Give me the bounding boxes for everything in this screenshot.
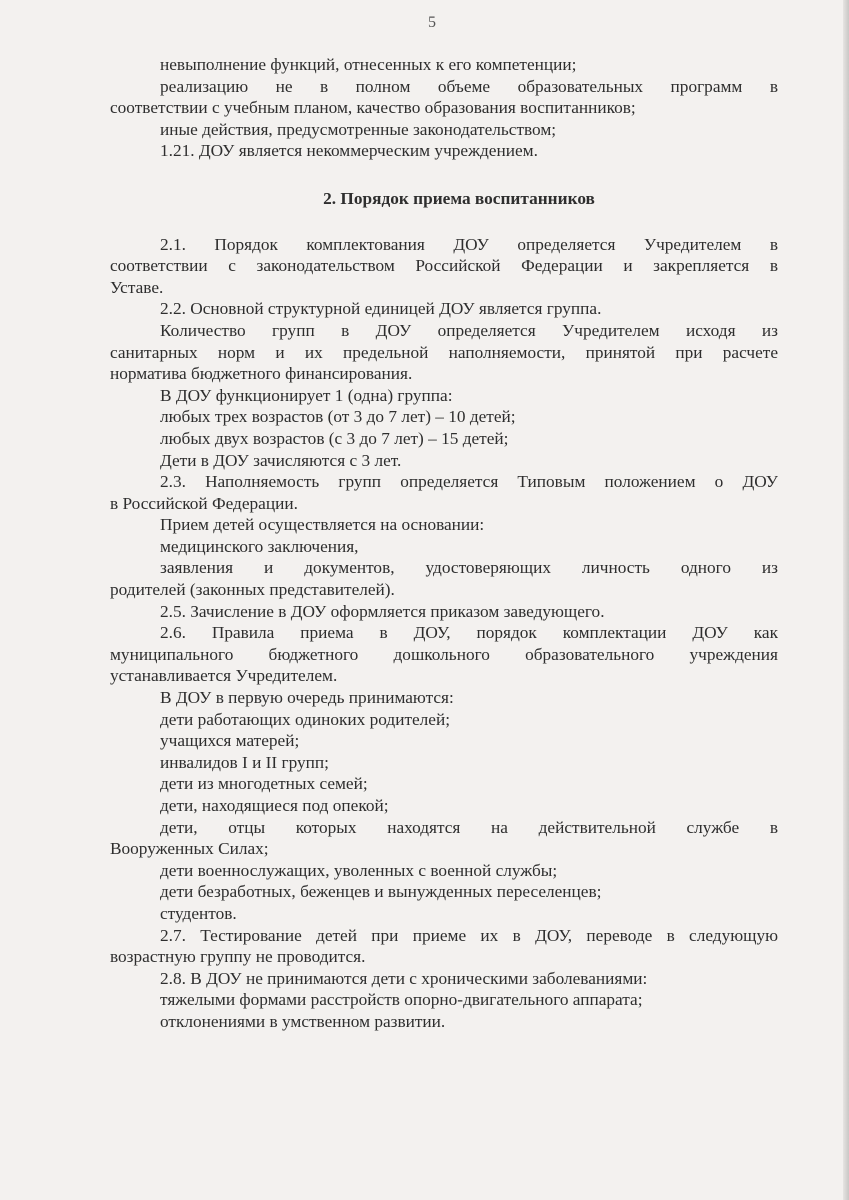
- text-line: дети безработных, беженцев и вынужденных переселенцев;: [160, 882, 602, 902]
- text-line: в Российской Федерации.: [110, 493, 298, 513]
- text-line: заявления и документов, удостоверяющих личность одного из: [160, 558, 778, 578]
- text-line: 2.1. Порядок комплектования ДОУ определяется Учредителем в: [160, 234, 778, 254]
- section-heading: 2. Порядок приема воспитанников: [323, 188, 595, 208]
- text-line: иные действия, предусмотренные законодательством;: [160, 119, 557, 139]
- text-line: В ДОУ в первую очередь принимаются:: [160, 688, 454, 708]
- text-line: устанавливается Учредителем.: [110, 666, 338, 686]
- text-line: Уставе.: [110, 277, 164, 297]
- document-body: [110, 54, 778, 1033]
- text-line: 1.21. ДОУ является некоммерческим учреждением.: [160, 141, 538, 161]
- text-line: дети военнослужащих, уволенных с военной службы;: [160, 860, 558, 880]
- text-line: дети, отцы которых находятся на действительной службе в: [160, 817, 778, 837]
- text-line: 2.8. В ДОУ не принимаются дети с хроническими заболеваниями:: [160, 968, 648, 988]
- text-line: студентов.: [160, 903, 237, 923]
- text-line: дети, находящиеся под опекой;: [160, 796, 389, 815]
- scan-edge: [843, 0, 849, 1200]
- text-line: Прием детей осуществляется на основании:: [160, 515, 485, 535]
- text-line: отклонениями в умственном развитии.: [160, 1011, 446, 1031]
- text-line: 2.2. Основной структурной единицей ДОУ является группа.: [160, 299, 602, 319]
- text-line: дети из многодетных семей;: [160, 774, 368, 794]
- text-line: Количество групп в ДОУ определяется Учредителем исходя из: [160, 320, 778, 340]
- text-line: Дети в ДОУ зачисляются с 3 лет.: [160, 450, 402, 470]
- text-line: 2.7. Тестирование детей при приеме их в ДОУ, переводе в следующую: [160, 925, 778, 945]
- text-line: 2.6. Правила приема в ДОУ, порядок комплектации ДОУ как: [160, 623, 778, 643]
- text-line: любых двух возрастов (с 3 до 7 лет) – 15 детей;: [160, 428, 509, 448]
- text-line: соответствии с учебным планом, качество образования воспитанников;: [110, 98, 636, 118]
- text-line: В ДОУ функционирует 1 (одна) группа:: [160, 385, 453, 405]
- text-line: медицинского заключения,: [160, 536, 359, 556]
- text-line: 2.5. Зачисление в ДОУ оформляется приказом заведующего.: [160, 601, 605, 621]
- text-line: невыполнение функций, отнесенных к его компетенции;: [160, 55, 577, 74]
- text-line: 2.3. Наполняемость групп определяется Типовым положением о ДОУ: [160, 472, 778, 492]
- text-line: санитарных норм и их предельной наполняемости, принятой при расчете: [110, 342, 778, 362]
- text-line: соответствии с законодательством Российской Федерации и закрепляется в: [110, 256, 778, 276]
- text-line: любых трех возрастов (от 3 до 7 лет) – 10 детей;: [160, 407, 516, 427]
- text-line: учащихся матерей;: [160, 731, 300, 751]
- text-line: инвалидов I и II групп;: [160, 752, 329, 772]
- text-line: Вооруженных Силах;: [110, 839, 269, 859]
- text-line: норматива бюджетного финансирования.: [110, 364, 413, 384]
- text-line: возрастную группу не проводится.: [110, 947, 366, 967]
- text-line: реализацию не в полном объеме образовательных программ в: [160, 76, 778, 96]
- text-line: тяжелыми формами расстройств опорно-двигательного аппарата;: [160, 990, 643, 1010]
- text-line: родителей (законных представителей).: [110, 580, 395, 600]
- page-number: 5: [428, 14, 436, 31]
- text-line: дети работающих одиноких родителей;: [160, 709, 451, 729]
- text-line: муниципального бюджетного дошкольного образовательного учреждения: [110, 644, 778, 664]
